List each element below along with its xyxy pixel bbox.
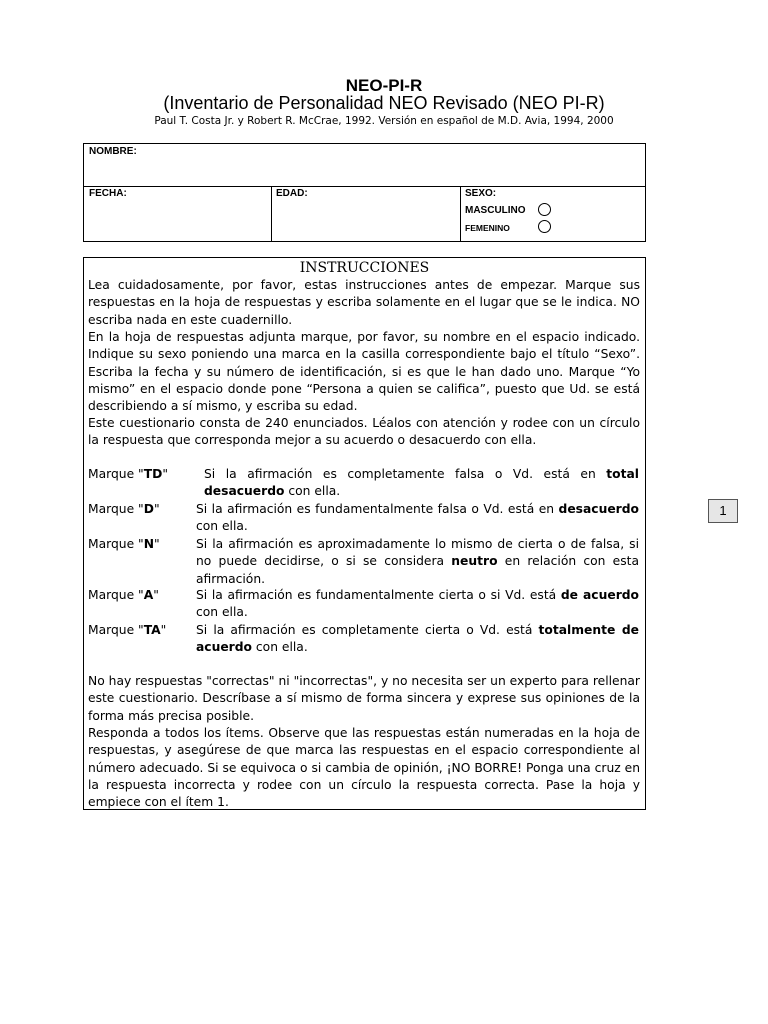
instructions-paragraph-2: En la hoja de respuestas adjunta marque, por favor, su nombre en el espacio indicado. Indique su sexo poniendo una marca en la casilla correspondiente bajo el título “Sexo”. Escriba la fecha y su número de identificación, si es que le han dado uno. Marque “Yo mismo” en el espacio donde pone “Persona a quien se califica”, puesto que Ud. se está describiendo a sí mismo, y escriba su edad. [88, 330, 640, 414]
instructions-paragraph-1: Lea cuidadosamente, por favor, estas instrucciones antes de empezar. Marque sus respuestas en la hoja de respuestas y escriba solamente en el lugar que se le indica. NO escriba nada en este cuadernillo. [88, 278, 640, 327]
edad-label: EDAD: [276, 188, 308, 199]
sexo-label: SEXO: [465, 188, 497, 199]
femenino-label: FEMENINO [465, 223, 510, 233]
mark-a-label: Marque "A" [88, 588, 159, 602]
mark-td-label: Marque "TD" [88, 467, 168, 481]
mark-ta-label: Marque "TA" [88, 623, 167, 637]
masculino-label: MASCULINO [465, 205, 526, 216]
mark-code: D [143, 502, 154, 516]
masculino-radio[interactable] [538, 203, 551, 216]
mark-code: N [143, 537, 155, 551]
femenino-radio[interactable] [538, 220, 551, 233]
respondent-form [83, 143, 646, 242]
document-title: NEO-PI-R [345, 76, 423, 95]
mark-code: TD [143, 467, 163, 481]
mark-td-description: Si la afirmación es completamente falsa o Vd. está en total desacuerdo con ella. [204, 467, 639, 499]
mark-code: TA [143, 623, 161, 637]
divider-fecha-edad [271, 186, 272, 241]
mark-n-label: Marque "N" [88, 537, 160, 551]
mark-a-description: Si la afirmación es fundamentalmente cierta o si Vd. está de acuerdo con ella. [196, 588, 640, 620]
name-row [84, 144, 645, 187]
fecha-label: FECHA: [89, 188, 127, 199]
instructions-paragraph-3: Este cuestionario consta de 240 enunciados. Léalos con atención y rodee con un círculo la respuesta que corresponda mejor a su acuerdo o desacuerdo con ella. [88, 416, 640, 448]
instructions-title: INSTRUCCIONES [299, 260, 430, 276]
instructions-box [83, 257, 646, 810]
mark-n-description: Si la afirmación es aproximadamente lo mismo de cierta o de falsa, si no puede decidirse, o si se considera neutro en relación con esta afirmación. [196, 537, 639, 586]
page-number-badge: 1 [708, 499, 738, 523]
mark-d-label: Marque "D" [88, 502, 160, 516]
mark-code: A [143, 588, 154, 602]
nombre-label: NOMBRE: [89, 146, 137, 157]
document-subtitle: (Inventario de Personalidad NEO Revisado (NEO PI-R) [163, 93, 605, 113]
divider-edad-sexo [460, 186, 461, 241]
mark-d-description: Si la afirmación es fundamentalmente falsa o Vd. está en desacuerdo con ella. [196, 502, 639, 534]
document-authors: Paul T. Costa Jr. y Robert R. McCrae, 1992. Versión en español de M.D. Avia, 1994, 2000 [154, 115, 614, 127]
instructions-paragraph-5: Responda a todos los ítems. Observe que las respuestas están numeradas en la hoja de respuestas, y asegúrese de que marca las respuestas en el espacio correspondiente al número adecuado. Si se equivoca o si cambia de opinión, ¡NO BORRE! Ponga una cruz en la respuesta incorrecta y rodee con un círculo la respuesta correcta. Pase la hoja y empiece con el ítem 1. [88, 726, 640, 810]
instructions-paragraph-4: No hay respuestas "correctas" ni "incorrectas", y no necesita ser un experto para rellenar este cuestionario. Descríbase a sí mismo de forma sincera y exprese sus opiniones de la forma más precisa posible. [88, 674, 640, 723]
mark-ta-description: Si la afirmación es completamente cierta o Vd. está totalmente de acuerdo con ella. [196, 623, 639, 655]
